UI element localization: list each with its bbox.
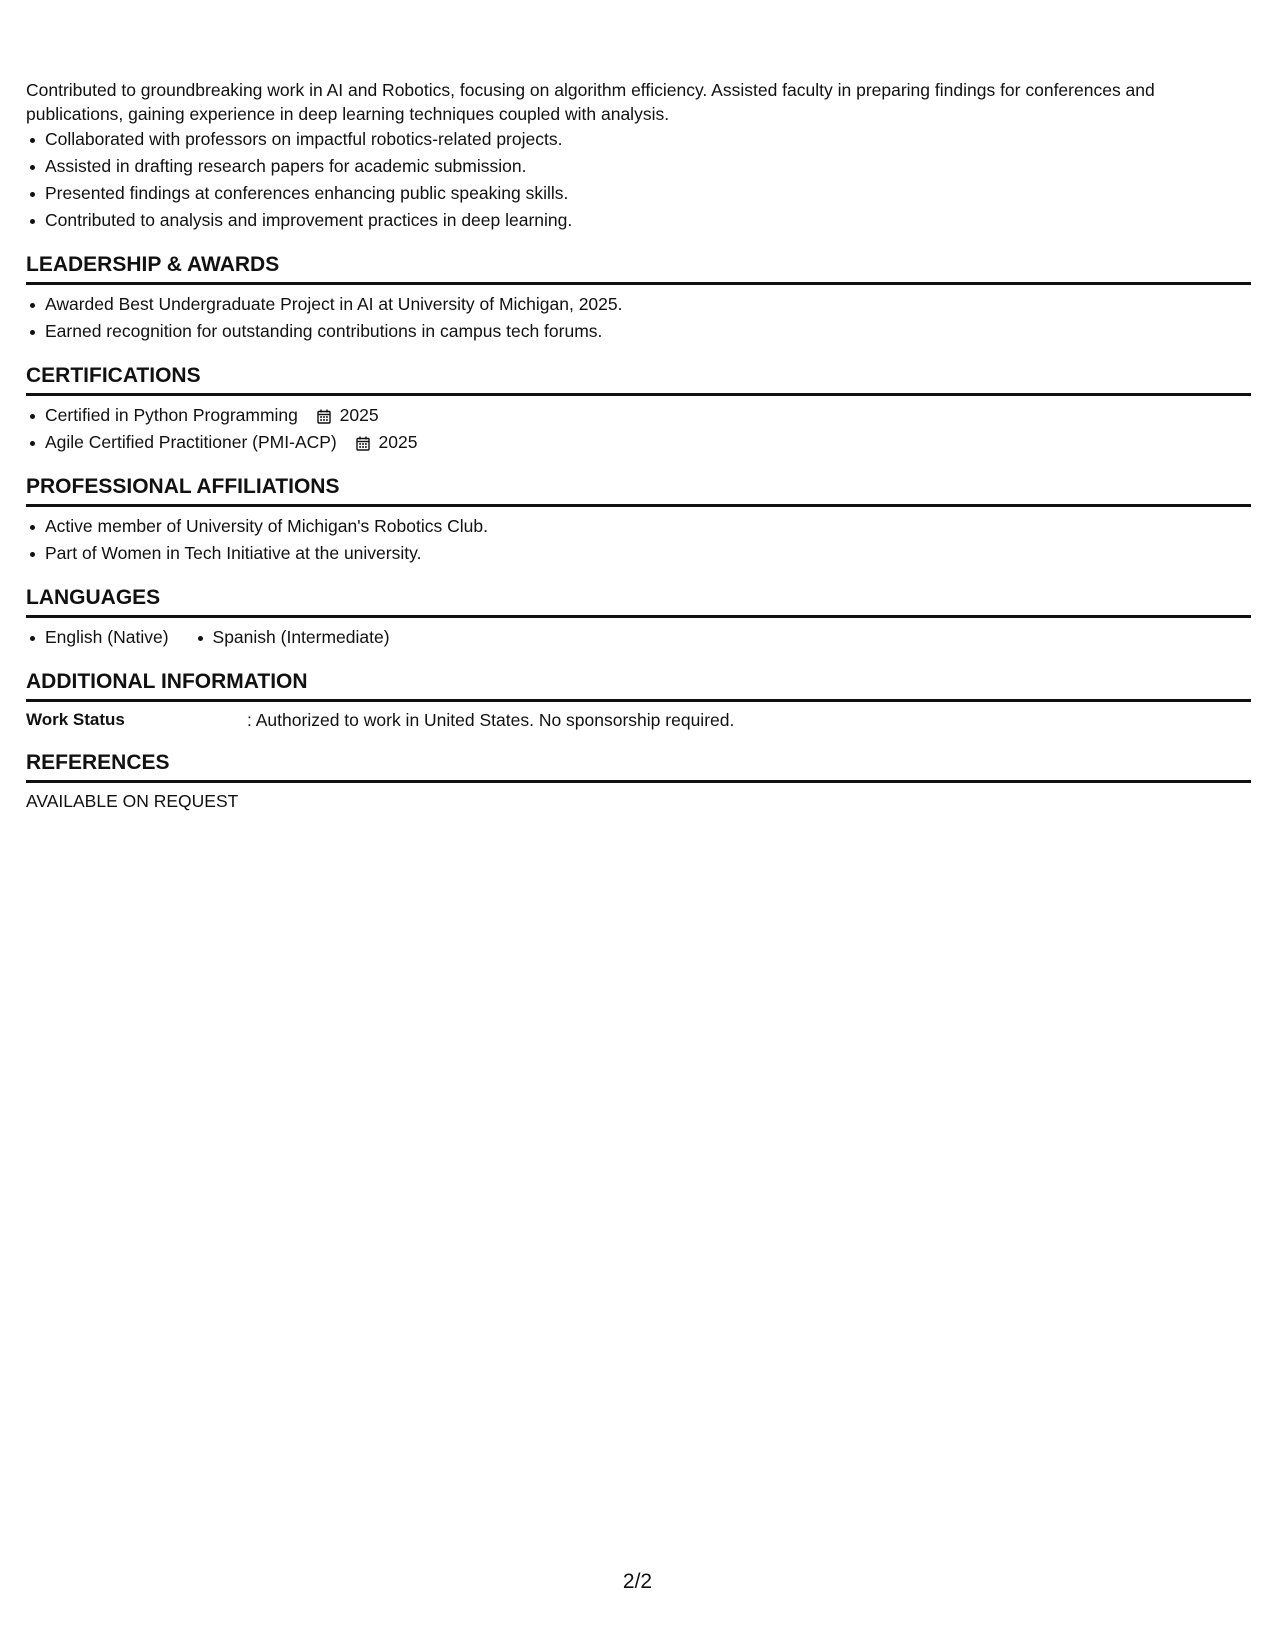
list-item: Awarded Best Undergraduate Project in AI at University of Michigan, 2025. [45, 291, 1251, 318]
page-number: 2/2 [622, 1570, 653, 1593]
list-item: Assisted in drafting research papers for academic submission. [45, 153, 1251, 180]
list-item: Contributed to analysis and improvement practices in deep learning. [45, 207, 1251, 234]
references-text: AVAILABLE ON REQUEST [26, 791, 239, 811]
certification-name: Agile Certified Practitioner (PMI-ACP) [45, 432, 337, 452]
certification-year: 2025 [378, 432, 418, 452]
list-item: Presented findings at conferences enhancing public speaking skills. [45, 180, 1251, 207]
work-status-label: Work Status [26, 710, 125, 729]
languages-section-title: LANGUAGES [26, 567, 1251, 618]
affiliations-section-title: PROFESSIONAL AFFILIATIONS [26, 456, 1251, 507]
list-item: Collaborated with professors on impactful robotics-related projects. [45, 126, 1251, 153]
additional-info-section-title: ADDITIONAL INFORMATION [26, 651, 1251, 702]
certifications-list [26, 402, 1251, 456]
work-status-value: : Authorized to work in United States. No sponsorship required. [247, 710, 735, 730]
work-status-row [26, 708, 1251, 732]
certification-name: Certified in Python Programming [45, 405, 298, 425]
language-item: English (Native) [45, 624, 169, 651]
leadership-section-title: LEADERSHIP & AWARDS [26, 234, 1251, 285]
affiliations-list [26, 513, 1251, 567]
calendar-icon [317, 409, 331, 424]
leadership-list [26, 291, 1251, 345]
calendar-icon [356, 436, 370, 451]
list-item: Part of Women in Tech Initiative at the university. [45, 540, 1251, 567]
list-item: Active member of University of Michigan's Robotics Club. [45, 513, 1251, 540]
certification-item [45, 429, 1251, 456]
resume-page [26, 78, 1251, 813]
certifications-section-title: CERTIFICATIONS [26, 345, 1251, 396]
references-section-title: REFERENCES [26, 732, 1251, 783]
experience-summary-paragraph: Contributed to groundbreaking work in AI and Robotics, focusing on algorithm efficiency. Assisted faculty in preparing findings for conferences and publications, gaining experience in deep learning techniques coupled with analysis. [26, 80, 1155, 124]
certification-item [45, 402, 1251, 429]
certification-year: 2025 [339, 405, 379, 425]
list-item: Earned recognition for outstanding contributions in campus tech forums. [45, 318, 1251, 345]
languages-list [26, 624, 1251, 651]
experience-bullet-list [26, 126, 1251, 234]
language-item: Spanish (Intermediate) [213, 624, 390, 651]
